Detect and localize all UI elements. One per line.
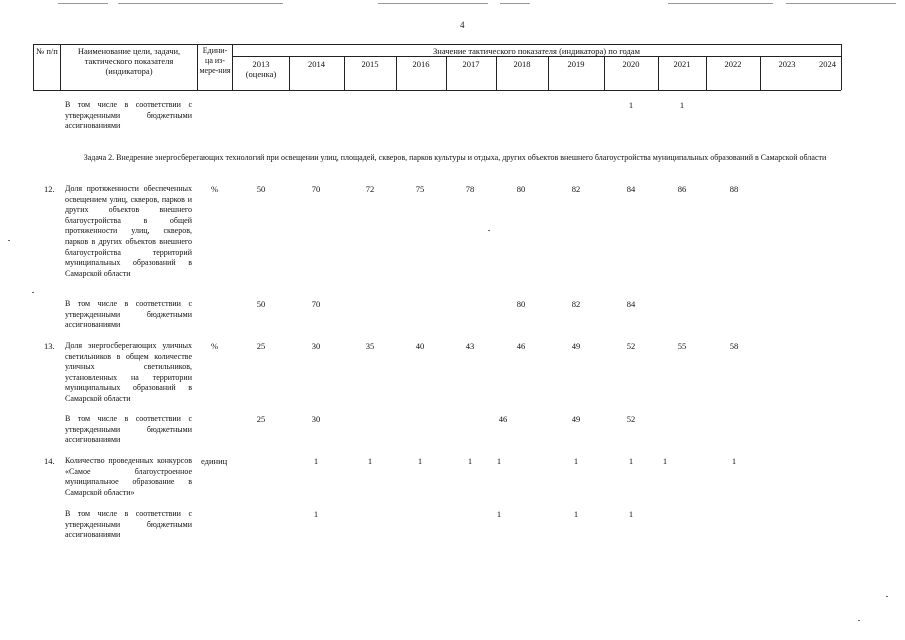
row-12-unit: % (211, 184, 219, 194)
row-14-sub-name: В том числе в соответствии с утвержденными бюджетными ассигнованиями (65, 509, 192, 540)
row-13-value-2021: 55 (677, 341, 687, 351)
row-13-value-2015: 35 (365, 341, 375, 351)
header-year-2015: 2015 (361, 59, 379, 69)
header-col-no: № п/п (36, 46, 58, 56)
row-sub-value-2020: 1 (628, 100, 634, 110)
row-14-value-2021: 1 (662, 456, 668, 466)
row-13-number: 13. (44, 341, 55, 351)
row-13-value-2013: 25 (256, 341, 266, 351)
header-year-2017: 2017 (462, 59, 480, 69)
scan-artifact-line (786, 3, 896, 4)
page-number: 4 (460, 20, 465, 30)
row-14-value-2014: 1 (313, 456, 319, 466)
row-12-value-2019: 82 (571, 184, 581, 194)
scan-artifact-line (58, 3, 108, 4)
row-12-value-2018: 80 (516, 184, 526, 194)
row-14-value-2016: 1 (417, 456, 423, 466)
row-14-sub-value-2019: 1 (573, 509, 579, 519)
row-12-name: Доля протяженности обеспеченных освещением улиц, скверов, парков и других объектов внешнего благоустройства в общей протяженности улиц, скверов, парков в других объектов внешнего благоустройства территорий муниципальных образований в Самарской области (65, 184, 192, 278)
row-14-value-2018: 1 (496, 456, 502, 466)
row-13-value-2017: 43 (465, 341, 475, 351)
row-13-name: Доля энергосберегающих уличных светильников в общем количестве уличных светильников, установленных на территории муниципальных образований в Самарской области (65, 341, 192, 403)
header-year-2013: 2013 (оценка) (245, 59, 277, 79)
row-14-number: 14. (44, 456, 55, 466)
header-year-2020: 2020 (622, 59, 640, 69)
row-13-sub-value-2014: 30 (311, 414, 321, 424)
row-12-value-2020: 84 (626, 184, 636, 194)
header-year-2024: 2024 (819, 59, 836, 69)
scan-artifact-line (500, 3, 530, 4)
header-year-2016: 2016 (412, 59, 430, 69)
row-12-value-2022: 88 (729, 184, 739, 194)
row-13-value-2016: 40 (415, 341, 425, 351)
row-14-value-2019: 1 (573, 456, 579, 466)
header-year-2014: 2014 (308, 59, 325, 69)
header-year-2023: 2023 (778, 59, 796, 69)
header-col-values: Значение тактического показателя (индикатора) по годам (433, 46, 640, 56)
task-2-heading: Задача 2. Внедрение энергосберегающих технологий при освещении улиц, площадей, скверов, парков культуры и отдыха, других объектов внешнего благоустройства муниципальных образований в Самарской области (83, 153, 827, 162)
row-13-sub-value-2013: 25 (256, 414, 266, 424)
scan-speck (32, 292, 34, 293)
row-13-value-2019: 49 (571, 341, 581, 351)
row-12-value-2013: 50 (256, 184, 266, 194)
row-12-sub-value-2020: 84 (626, 299, 636, 309)
header-year-2022: 2022 (724, 59, 742, 69)
scan-artifact-line (118, 3, 283, 4)
row-14-unit: единиц (201, 456, 228, 466)
scan-speck (858, 620, 860, 621)
row-12-sub-value-2019: 82 (571, 299, 581, 309)
row-12-sub-value-2013: 50 (256, 299, 266, 309)
row-14-value-2015: 1 (367, 456, 373, 466)
row-12-sub-value-2014: 70 (311, 299, 321, 309)
row-13-value-2022: 58 (729, 341, 739, 351)
scan-speck (886, 596, 888, 597)
row-13-sub-value-2019: 49 (571, 414, 581, 424)
row-13-sub-value-2018: 46 (498, 414, 508, 424)
row-13-sub-name: В том числе в соответствии с утвержденными бюджетными ассигнованиями (65, 414, 192, 445)
row-sub-value-2021: 1 (679, 100, 685, 110)
row-12-value-2016: 75 (415, 184, 425, 194)
header-col-name: Наименование цели, задачи, тактического показателя (индикатора) (77, 46, 181, 76)
row-13-sub-value-2020: 52 (626, 414, 636, 424)
scan-artifact-line (668, 3, 773, 4)
row-13-value-2014: 30 (311, 341, 321, 351)
scan-speck (8, 240, 10, 241)
row-14-value-2017: 1 (467, 456, 473, 466)
row-12-value-2015: 72 (365, 184, 375, 194)
header-col-unit: Едини-ца из-мере-ния (199, 46, 231, 75)
row-12-value-2021: 86 (677, 184, 687, 194)
row-13-value-2018: 46 (516, 341, 526, 351)
row-12-value-2017: 78 (465, 184, 475, 194)
header-year-2018: 2018 (513, 59, 531, 69)
row-14-sub-value-2014: 1 (313, 509, 319, 519)
header-year-2021: 2021 (673, 59, 691, 69)
row-13-unit: % (211, 341, 219, 351)
row-14-sub-value-2018: 1 (496, 509, 502, 519)
row-12-value-2014: 70 (311, 184, 321, 194)
scan-speck (488, 230, 490, 231)
row-14-value-2022: 1 (731, 456, 737, 466)
row-14-value-2020: 1 (628, 456, 634, 466)
row-12-number: 12. (44, 184, 55, 194)
row-sub-name: В том числе в соответствии с утвержденными бюджетными ассигнованиями (65, 100, 192, 131)
row-13-value-2020: 52 (626, 341, 636, 351)
row-12-sub-name: В том числе в соответствии с утвержденными бюджетными ассигнованиями (65, 299, 192, 330)
row-12-sub-value-2018: 80 (516, 299, 526, 309)
row-14-sub-value-2020: 1 (628, 509, 634, 519)
row-14-name: Количество проведенных конкурсов «Самое благоустроенное муниципальное образование в Самарской области» (65, 456, 192, 497)
scan-artifact-line (378, 3, 488, 4)
header-year-2019: 2019 (567, 59, 585, 69)
